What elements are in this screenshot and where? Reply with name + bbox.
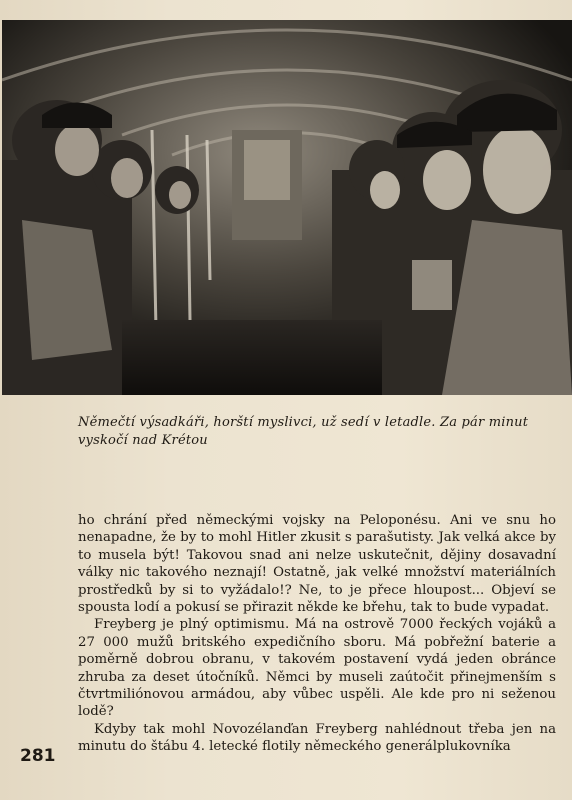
photograph-paratroopers-in-aircraft <box>2 20 572 395</box>
paragraph: ho chrání před německými vojsky na Peloponésu. Ani ve snu ho nenapadne, že by to mohl Hitler zkusit s parašutisty. Jak velká akce by to musela být! Takovou snad ani nelze uskutečnit, dějiny dosavadní války nic takového neznají! Ostatně, jak velké množství materiálních prostředků by si to vyžádalo!? Ne, to je přece hloupost... Objeví se spousta lodí a pokusí se přirazit někde ke břehu, tak to bude vypadat. <box>78 513 556 616</box>
photo-illustration <box>2 20 572 395</box>
body-text <box>78 512 556 756</box>
paragraph: Freyberg je plný optimismu. Má na ostrově 7000 řeckých vojáků a 27 000 mužů britského expedičního sboru. Má pobřežní baterie a poměrně dobrou obranu, v takovém postavení vydá jeden obránce zhruba za deset útočníků. Němci by museli zaútočit přinejmenším s čtvrtmiliónovou armádou, aby vůbec uspěli. Ale kde pro ni seženou lodě? <box>78 617 556 720</box>
paragraph: Kdyby tak mohl Novozélanďan Freyberg nahlédnout třeba jen na minutu do štábu 4. letecké flotily německého generálplukovníka <box>78 721 556 755</box>
photo-caption: Němečtí výsadkáři, horští myslivci, už sedí v letadle. Za pár minut vyskočí nad Krétou <box>78 415 529 448</box>
page-number: 281 <box>20 746 56 766</box>
